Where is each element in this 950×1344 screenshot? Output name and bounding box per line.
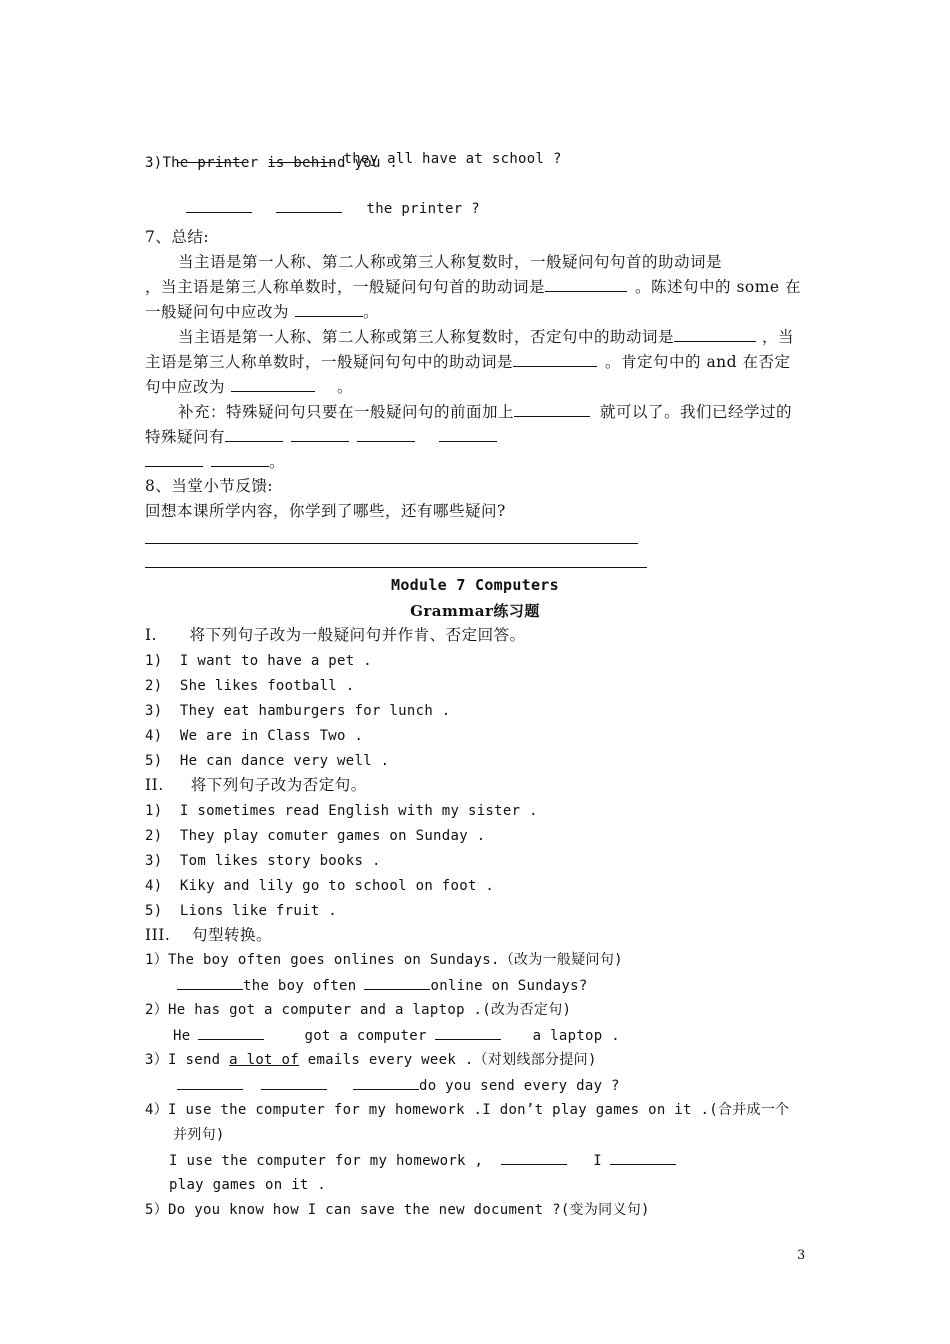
answer-blank[interactable] xyxy=(435,1025,501,1040)
section1-heading: I. 将下列句子改为一般疑问句并作肯、否定回答。 xyxy=(145,626,526,644)
q3-sentence: 3)The printer is behind you . xyxy=(145,155,399,171)
summary-p2-line2: 主语是第三人称单数时，一般疑问句句中的助动词是 。肯定句中的 and 在否定 xyxy=(145,353,791,371)
section3-q4: 4）I use the computer for my homework .I don’t play games on it .(合并成一个 xyxy=(145,1102,790,1118)
fill-blank[interactable] xyxy=(439,427,497,442)
section3-q3-answer: do you send every day ? xyxy=(145,1075,620,1096)
underlined-phrase: a lot of xyxy=(229,1052,299,1068)
section1-item: 3) They eat hamburgers for lunch . xyxy=(145,703,451,719)
fill-blank[interactable] xyxy=(674,327,756,342)
answer-blank[interactable] xyxy=(198,1025,264,1040)
summary-p1-line1: 当主语是第一人称、第二人称或第三人称复数时，一般疑问句句首的助动词是 xyxy=(178,253,723,271)
section2-item: 4) Kiky and lily go to school on foot . xyxy=(145,878,495,894)
summary-p2-line1: 当主语是第一人称、第二人称或第三人称复数时，否定句中的助动词是 ，当 xyxy=(178,328,795,346)
fill-blank[interactable] xyxy=(513,352,597,367)
fill-blank[interactable] xyxy=(545,277,627,292)
feedback-answer-line[interactable] xyxy=(145,543,638,544)
section2-item: 3) Tom likes story books . xyxy=(145,853,381,869)
section2-item: 1) I sometimes read English with my sister . xyxy=(145,803,538,819)
fill-blank[interactable] xyxy=(514,402,590,417)
feedback-heading: 8、当堂小节反馈: xyxy=(145,477,274,495)
q3-tail-text: the printer ? xyxy=(366,201,480,217)
section3-q1: 1）The boy often goes onlines on Sundays.（改为一般疑问句) xyxy=(145,952,623,968)
section3-q4-cont: 并列句) xyxy=(173,1127,225,1143)
summary-p1-line3: 一般疑问句中应改为 。 xyxy=(145,303,380,321)
summary-p3-line3: 。 xyxy=(145,452,285,472)
answer-blank[interactable] xyxy=(501,1150,567,1165)
q3-answer-line xyxy=(145,178,480,219)
answer-blank[interactable] xyxy=(353,1075,419,1090)
section1-item: 4) We are in Class Two . xyxy=(145,728,364,744)
answer-blank[interactable] xyxy=(177,975,243,990)
answer-blank[interactable] xyxy=(186,198,252,213)
section1-item: 1) I want to have a pet . xyxy=(145,653,372,669)
summary-p1-line2: ，当主语是第三人称单数时，一般疑问句句首的助动词是 。陈述句中的 some 在 xyxy=(145,278,802,296)
answer-blank[interactable] xyxy=(610,1150,676,1165)
summary-p2-line3: 句中应改为 。 xyxy=(145,378,354,396)
fill-blank[interactable] xyxy=(357,427,415,442)
answer-blank[interactable] xyxy=(177,1075,243,1090)
section2-item: 2) They play comuter games on Sunday . xyxy=(145,828,486,844)
answer-blank[interactable] xyxy=(276,198,342,213)
fill-blank[interactable] xyxy=(145,452,203,467)
section3-q2: 2）He has got a computer and a laptop .(改为否定句) xyxy=(145,1002,572,1018)
answer-blank[interactable] xyxy=(364,975,430,990)
fill-blank[interactable] xyxy=(225,427,283,442)
summary-p3-line2: 特殊疑问有 xyxy=(145,427,497,447)
summary-p3-line1: 补充：特殊疑问句只要在一般疑问句的前面加上 就可以了。我们已经学过的 xyxy=(178,403,793,421)
module-subtitle: Grammar练习题 xyxy=(410,602,540,620)
section3-q4-answer: I use the computer for my homework , I xyxy=(145,1150,676,1171)
feedback-prompt: 回想本课所学内容，你学到了哪些，还有哪些疑问? xyxy=(145,502,506,520)
section3-q1-answer: the boy often online on Sundays? xyxy=(145,975,588,996)
q2-tail-text: they all have at school ? xyxy=(343,151,562,167)
section3-q4-answer-cont: play games on it . xyxy=(169,1177,327,1193)
section3-q2-answer: He got a computer a laptop . xyxy=(145,1025,620,1046)
section1-item: 5) He can dance very well . xyxy=(145,753,390,769)
section2-heading: II. 将下列句子改为否定句。 xyxy=(145,776,367,794)
fill-blank[interactable] xyxy=(231,377,315,392)
answer-blank[interactable] xyxy=(261,1075,327,1090)
summary-heading: 7、总结: xyxy=(145,228,210,246)
section3-q3: 3）I send a lot of emails every week .（对划线部分提问) xyxy=(145,1052,597,1068)
feedback-answer-line[interactable] xyxy=(145,567,647,568)
section3-heading: III. 句型转换。 xyxy=(145,926,273,944)
section3-q5: 5）Do you know how I can save the new document ?(变为同义句) xyxy=(145,1202,650,1218)
section1-item: 2) She likes football . xyxy=(145,678,355,694)
module-title: Module 7 Computers xyxy=(391,576,559,594)
page-number: 3 xyxy=(797,1248,806,1263)
fill-blank[interactable] xyxy=(211,452,269,467)
fill-blank[interactable] xyxy=(291,427,349,442)
section2-item: 5) Lions like fruit . xyxy=(145,903,338,919)
fill-blank[interactable] xyxy=(295,302,363,317)
